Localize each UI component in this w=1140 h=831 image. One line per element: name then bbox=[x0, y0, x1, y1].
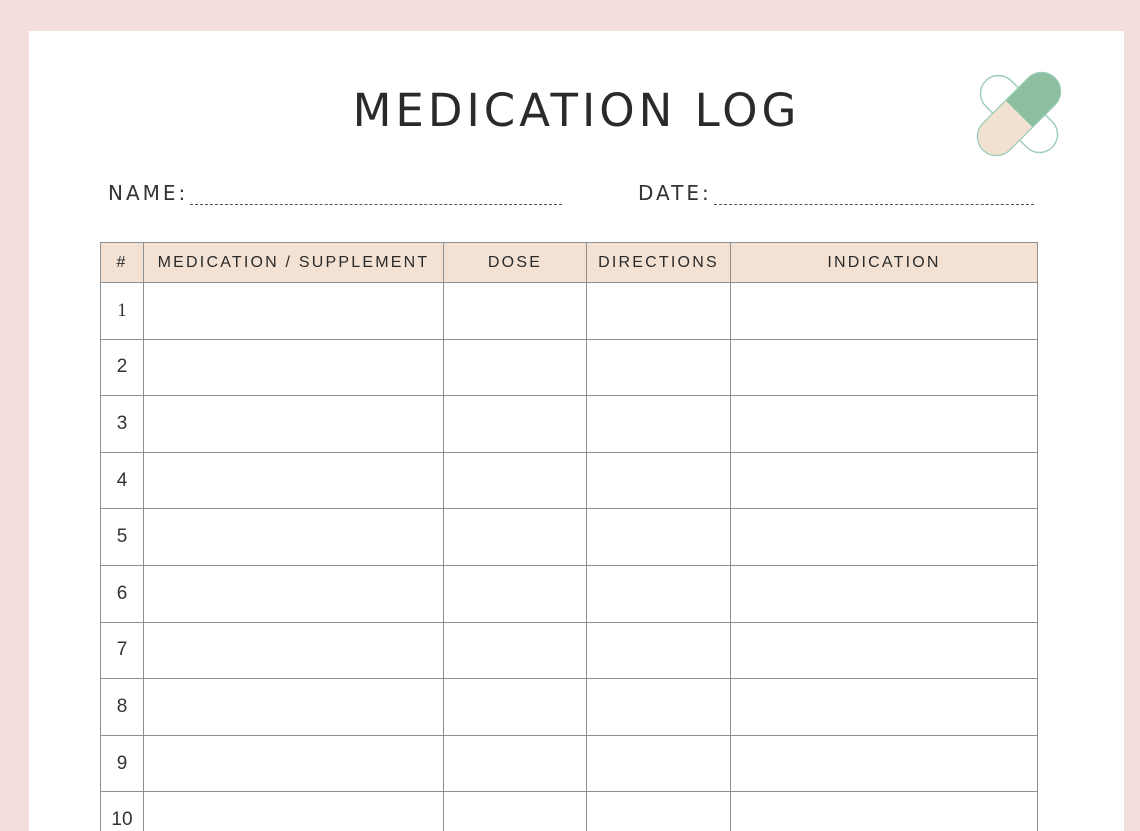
indication-cell[interactable] bbox=[731, 396, 1038, 453]
name-field bbox=[108, 181, 562, 205]
directions-cell[interactable] bbox=[587, 339, 731, 396]
dose-cell[interactable] bbox=[444, 622, 587, 679]
dose-cell[interactable] bbox=[444, 735, 587, 792]
page-title: MEDICATION LOG bbox=[352, 84, 801, 137]
name-label: NAME: bbox=[108, 181, 189, 205]
medication-cell[interactable] bbox=[144, 283, 444, 340]
table-row bbox=[101, 565, 1038, 622]
indication-cell[interactable] bbox=[731, 283, 1038, 340]
dose-cell[interactable] bbox=[444, 679, 587, 736]
indication-cell[interactable] bbox=[731, 509, 1038, 566]
table-row bbox=[101, 622, 1038, 679]
table-row bbox=[101, 396, 1038, 453]
indication-cell[interactable] bbox=[731, 452, 1038, 509]
pill-capsules-icon bbox=[969, 61, 1069, 167]
table-row bbox=[101, 509, 1038, 566]
directions-cell[interactable] bbox=[587, 509, 731, 566]
table-header-row bbox=[101, 243, 1038, 283]
indication-cell[interactable] bbox=[731, 792, 1038, 831]
indication-cell[interactable] bbox=[731, 735, 1038, 792]
medication-cell[interactable] bbox=[144, 565, 444, 622]
header-dose: DOSE bbox=[444, 243, 587, 283]
table-row bbox=[101, 679, 1038, 736]
row-number: 9 bbox=[101, 735, 144, 792]
date-label: DATE: bbox=[638, 181, 712, 205]
medication-cell[interactable] bbox=[144, 452, 444, 509]
dose-cell[interactable] bbox=[444, 396, 587, 453]
medication-cell[interactable] bbox=[144, 509, 444, 566]
header-medication-supplement: MEDICATION / SUPPLEMENT bbox=[144, 243, 444, 283]
row-number: 6 bbox=[101, 565, 144, 622]
medication-cell[interactable] bbox=[144, 679, 444, 736]
directions-cell[interactable] bbox=[587, 735, 731, 792]
directions-cell[interactable] bbox=[587, 679, 731, 736]
medication-cell[interactable] bbox=[144, 792, 444, 831]
indication-cell[interactable] bbox=[731, 339, 1038, 396]
header-number: # bbox=[101, 243, 144, 283]
row-number: 8 bbox=[101, 679, 144, 736]
dose-cell[interactable] bbox=[444, 792, 587, 831]
directions-cell[interactable] bbox=[587, 396, 731, 453]
medication-cell[interactable] bbox=[144, 735, 444, 792]
medication-log-sheet bbox=[29, 31, 1124, 831]
dose-cell[interactable] bbox=[444, 565, 587, 622]
dose-cell[interactable] bbox=[444, 339, 587, 396]
medication-cell[interactable] bbox=[144, 622, 444, 679]
dose-cell[interactable] bbox=[444, 283, 587, 340]
medication-cell[interactable] bbox=[144, 396, 444, 453]
indication-cell[interactable] bbox=[731, 565, 1038, 622]
table-row bbox=[101, 735, 1038, 792]
row-number: 1 bbox=[101, 283, 144, 340]
indication-cell[interactable] bbox=[731, 622, 1038, 679]
dose-cell[interactable] bbox=[444, 509, 587, 566]
date-field bbox=[638, 181, 1034, 205]
dose-cell[interactable] bbox=[444, 452, 587, 509]
directions-cell[interactable] bbox=[587, 283, 731, 340]
header-indication: INDICATION bbox=[731, 243, 1038, 283]
indication-cell[interactable] bbox=[731, 679, 1038, 736]
table-row bbox=[101, 283, 1038, 340]
name-blank-line[interactable] bbox=[190, 184, 562, 205]
medication-cell[interactable] bbox=[144, 339, 444, 396]
row-number: 3 bbox=[101, 396, 144, 453]
directions-cell[interactable] bbox=[587, 622, 731, 679]
medication-log-table bbox=[100, 242, 1038, 831]
header-directions: DIRECTIONS bbox=[587, 243, 731, 283]
table-row bbox=[101, 339, 1038, 396]
row-number: 2 bbox=[101, 339, 144, 396]
directions-cell[interactable] bbox=[587, 452, 731, 509]
date-blank-line[interactable] bbox=[714, 184, 1034, 205]
directions-cell[interactable] bbox=[587, 792, 731, 831]
row-number: 10 bbox=[101, 792, 144, 831]
row-number: 7 bbox=[101, 622, 144, 679]
table-row bbox=[101, 452, 1038, 509]
row-number: 4 bbox=[101, 452, 144, 509]
directions-cell[interactable] bbox=[587, 565, 731, 622]
row-number: 5 bbox=[101, 509, 144, 566]
table-row bbox=[101, 792, 1038, 831]
